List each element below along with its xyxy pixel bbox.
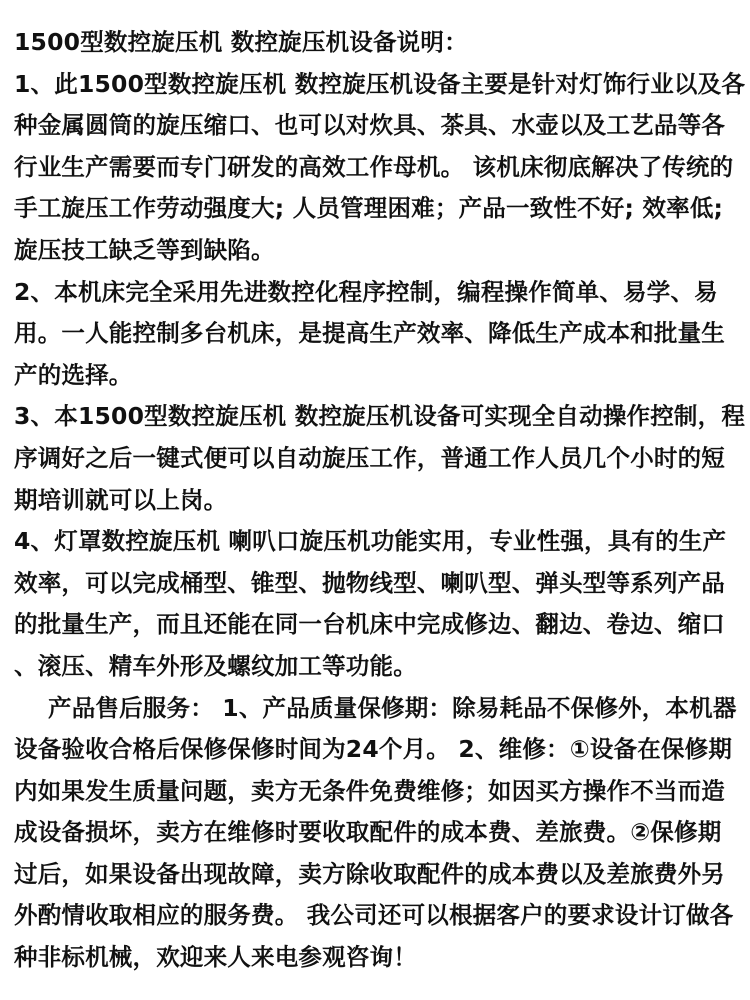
text-line: 期培训就可以上岗。 — [14, 485, 228, 514]
text-line: 种金属圆筒的旋压缩口、也可以对炊具、茶具、水壶以及工艺品等各 — [14, 111, 725, 140]
after-sales-heading-line: 产品售后服务： 1、产品质量保修期：除易耗品不保修外，本机器 — [48, 693, 737, 722]
document-title: 1500型数控旋压机 数控旋压机设备说明： — [14, 28, 468, 56]
text-line: 效率，可以完成桶型、锥型、抛物线型、喇叭型、弹头型等系列产品 — [14, 568, 725, 597]
text-line: 序调好之后一键式便可以自动旋压工作，普通工作人员几个小时的短 — [14, 443, 725, 472]
text-line: 过后，如果设备出现故障，卖方除收取配件的成本费以及差旅费外另 — [14, 859, 725, 888]
text-line: 成设备损坏，卖方在维修时要收取配件的成本费、差旅费。②保修期 — [14, 818, 722, 847]
text-line: 1、此1500型数控旋压机 数控旋压机设备主要是针对灯饰行业以及各 — [14, 69, 746, 98]
document-body — [14, 22, 746, 979]
text-line: 旋压技工缺乏等到缺陷。 — [14, 235, 275, 264]
text-line: 的批量生产，而且还能在同一台机床中完成修边、翻边、卷边、缩口 — [14, 610, 725, 639]
text-line: 、滚压、精车外形及螺纹加工等功能。 — [14, 651, 417, 680]
text-line: 外酌情收取相应的服务费。 我公司还可以根据客户的要求设计订做各 — [14, 901, 734, 930]
text-line: 内如果发生质量问题，卖方无条件免费维修；如因买方操作不当而造 — [14, 776, 725, 805]
text-line: 4、灯罩数控旋压机 喇叭口旋压机功能实用，专业性强，具有的生产 — [14, 527, 727, 556]
text-line: 行业生产需要而专门研发的高效工作母机。 该机床彻底解决了传统的 — [14, 152, 734, 181]
text-line: 3、本1500型数控旋压机 数控旋压机设备可实现全自动操作控制，程 — [14, 402, 746, 431]
text-line: 手工旋压工作劳动强度大; 人员管理困难；产品一致性不好; 效率低; — [14, 194, 724, 223]
text-line: 种非标机械，欢迎来人来电参观咨询！ — [14, 943, 417, 972]
text-line: 2、本机床完全采用先进数控化程序控制，编程操作简单、易学、易 — [14, 277, 718, 306]
text-line: 设备验收合格后保修保修时间为24个月。 2、维修：①设备在保修期 — [14, 735, 733, 764]
text-line: 用。一人能控制多台机床，是提高生产效率、降低生产成本和批量生 — [14, 319, 725, 348]
text-line: 产的选择。 — [14, 360, 133, 389]
